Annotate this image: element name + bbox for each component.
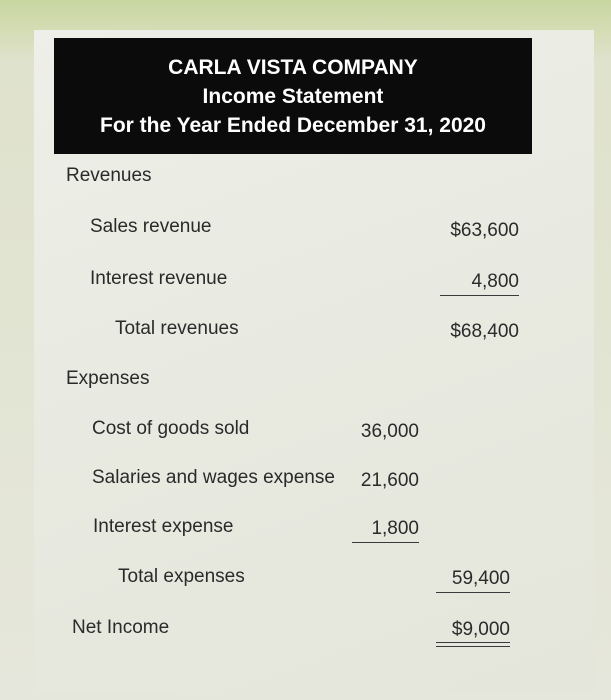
total-expenses-label: Total expenses (118, 566, 245, 587)
cogs-amount: 36,000 (360, 421, 419, 442)
expense-underline (352, 542, 419, 543)
net-income-double-underline-top (436, 642, 510, 643)
revenue-underline (440, 295, 519, 296)
salaries-amount: 21,600 (360, 470, 419, 491)
statement-title: Income Statement (202, 85, 384, 108)
statement-period: For the Year Ended December 31, 2020 (100, 114, 486, 137)
revenues-heading: Revenues (66, 165, 152, 186)
cogs-label: Cost of goods sold (92, 418, 250, 439)
interest-expense-amount: 1,800 (371, 518, 419, 539)
net-income-amount: $9,000 (451, 619, 510, 640)
interest-expense-label: Interest expense (93, 516, 234, 537)
net-income-double-underline-bottom (436, 646, 510, 647)
total-expenses-amount: 59,400 (451, 568, 510, 589)
net-income-label: Net Income (72, 617, 170, 638)
salaries-label: Salaries and wages expense (92, 467, 335, 488)
company-name: CARLA VISTA COMPANY (168, 56, 418, 79)
sales-revenue-label: Sales revenue (90, 216, 212, 237)
total-revenues-label: Total revenues (115, 318, 239, 339)
statement-header (54, 38, 532, 154)
total-revenues-amount: $68,400 (450, 321, 519, 342)
expenses-heading: Expenses (66, 368, 150, 389)
sales-revenue-amount: $63,600 (450, 220, 519, 241)
interest-revenue-amount: 4,800 (471, 271, 519, 292)
interest-revenue-label: Interest revenue (90, 268, 228, 289)
total-expenses-underline (436, 592, 510, 593)
